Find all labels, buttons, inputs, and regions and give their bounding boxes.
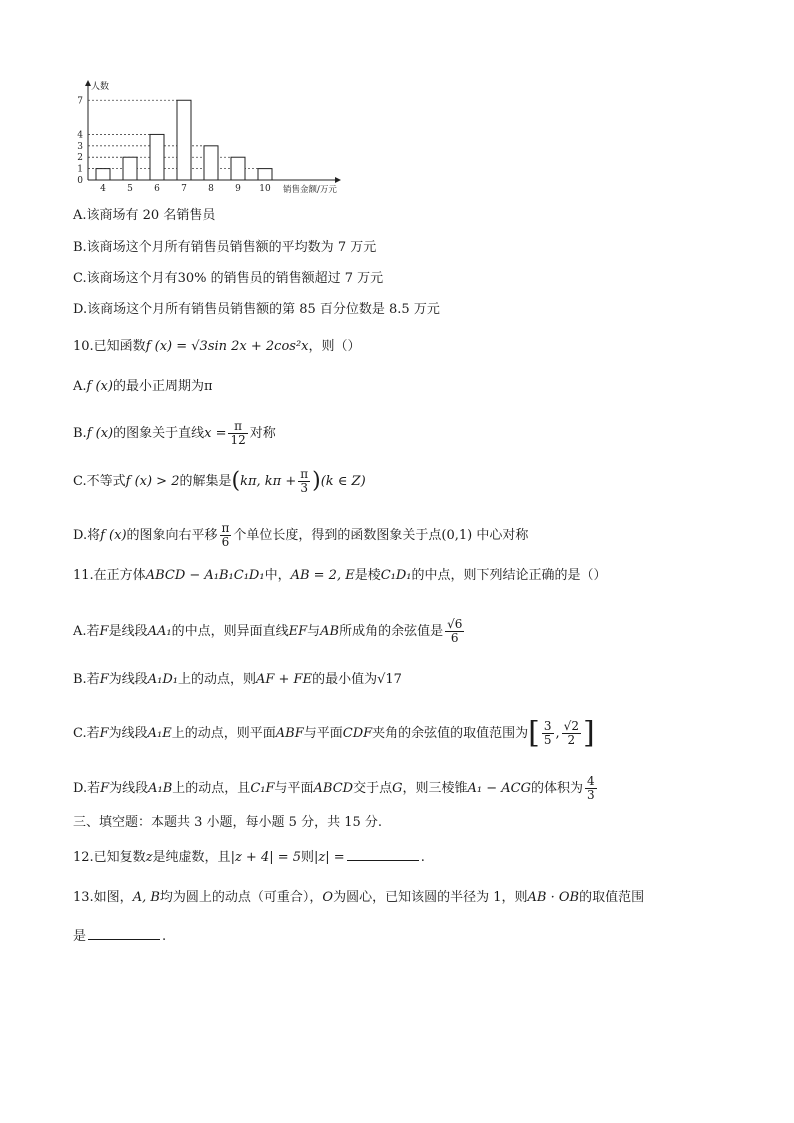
q13-d: 的取值范围 — [579, 890, 645, 905]
q11-cube: ABCD − A₁B₁C₁D₁ — [145, 568, 265, 583]
q11-c-seg: A₁E — [147, 726, 172, 741]
y-tick-label: 2 — [77, 153, 83, 164]
q10-d-tail: 个单位长度，得到的函数图象关于点(0,1) 中心对称 — [233, 528, 529, 543]
bar — [96, 169, 110, 180]
bar — [150, 134, 164, 180]
q11-c-lbracket: [ — [528, 715, 540, 751]
q12-z: z — [145, 850, 153, 865]
bar — [123, 157, 137, 180]
q10-stem-label: 10.已知函数 — [73, 339, 146, 354]
q11-cond: AB = 2, E — [290, 568, 355, 583]
q11-option-b — [73, 671, 402, 689]
q13-b: 均为圆上的动点（可重合）， — [159, 890, 323, 905]
q11-c-n2: √2 — [563, 719, 579, 733]
q11-option-c: C.若F为线段A₁E上的动点，则平面ABF与平面CDF夹角的余弦值的取值范围为[ $\frac{3}{5}$ , $\frac{√2}{2}$ ] — [73, 715, 595, 751]
x-tick-label: 6 — [154, 184, 160, 194]
q10-c-k: (k ∈ Z) — [320, 474, 366, 489]
q10-c-interval: kπ, kπ + — [240, 474, 297, 489]
x-tick-label: 10 — [259, 184, 271, 194]
q11-b-b: 为线段 — [108, 672, 148, 687]
q10-c-den: 3 — [300, 481, 308, 495]
q9-option-b: B.该商场这个月所有销售员销售额的平均数为 7 万元 — [73, 240, 377, 255]
x-tick-label: 7 — [181, 184, 187, 194]
q11-edge: C₁D₁ — [380, 568, 412, 583]
q10-b-x: x = — [204, 426, 227, 441]
y-tick-label: 4 — [77, 130, 83, 141]
q12-abs: |z| = — [314, 850, 345, 865]
y-tick-label: 3 — [77, 141, 83, 152]
q10-a-fx: f (x) — [86, 379, 113, 394]
q12-cond: |z + 4| = 5 — [230, 850, 302, 865]
q11-b-c: 上的动点，则 — [177, 672, 256, 687]
q11-c-frac2 — [562, 720, 581, 747]
q12-c: 则 — [301, 850, 315, 865]
x-tick-label: 9 — [235, 184, 241, 194]
q11-c-e: 夹角的余弦值的取值范围为 — [372, 726, 529, 741]
q10-d-text: 的图象向右平移 — [126, 528, 218, 543]
q11-a-b: 是线段 — [108, 624, 148, 639]
q10-b-fraction — [228, 420, 247, 447]
q10-option-c — [73, 468, 366, 495]
q11-stem-b: 中， — [264, 568, 291, 583]
q11-d-g: G — [392, 781, 403, 796]
q11-a-num: √6 — [447, 617, 463, 631]
q10-option-a — [73, 378, 213, 396]
q11-a-l1: EF — [288, 624, 308, 639]
q11-a-label: A.若 — [73, 624, 100, 639]
q10-c-label: C.不等式 — [73, 474, 126, 489]
q11-c-label: C.若 — [73, 726, 100, 741]
x-tick-label: 5 — [127, 184, 133, 194]
q13-o: O — [322, 890, 334, 905]
q10-b-num: π — [228, 420, 247, 434]
q10-a-label: A. — [73, 379, 87, 394]
y-tick-label: 1 — [77, 164, 83, 175]
q9-option-d: D.该商场这个月所有销售员销售额的第 85 百分位数是 8.5 万元 — [73, 302, 440, 317]
q11-b-val: √17 — [377, 672, 402, 687]
q12-answer-blank — [347, 848, 419, 861]
x-tick-label: 4 — [100, 184, 106, 194]
x-axis-label: 销售金额/万元 — [283, 185, 337, 195]
q11-b-expr: AF + FE — [255, 672, 313, 687]
q13-line2: 是 — [73, 929, 87, 944]
q11-a-den: 6 — [450, 631, 459, 645]
q10-c-rparen: ) — [312, 468, 321, 494]
q12 — [73, 848, 425, 867]
q13-line-1 — [73, 889, 644, 907]
q11-b-seg: A₁D₁ — [147, 672, 178, 687]
q10-c-lparen: ( — [231, 468, 241, 494]
q11-stem-label: 11.在正方体 — [73, 568, 146, 583]
q11-c-frac1 — [542, 720, 554, 747]
q11-c-p2: CDF — [342, 726, 373, 741]
q11-a-fraction — [445, 618, 464, 645]
y-tick-label: 0 — [77, 176, 83, 186]
q11-option-d — [73, 775, 599, 802]
q11-c-rbracket: ] — [582, 715, 595, 751]
q11-b-d: 的最小值为 — [312, 672, 378, 687]
q10-option-b — [73, 420, 276, 447]
q11-c-c: 上的动点，则平面 — [171, 726, 276, 741]
section-3-heading: 三、填空题：本题共 3 小题，每小题 5 分，共 15 分. — [73, 815, 383, 830]
bar — [258, 169, 272, 180]
q11-stem-c: 是棱 — [354, 568, 381, 583]
q11-d-c: 上的动点，且 — [172, 781, 251, 796]
q11-d-f-text: ，则三棱锥 — [402, 781, 468, 796]
q10-a-text: 的最小正周期为π — [112, 379, 213, 394]
x-tick-label: 8 — [208, 184, 214, 194]
q11-d-b: 为线段 — [109, 781, 149, 796]
q12-b: 是纯虚数，且 — [152, 850, 231, 865]
q11-d-seg: A₁B — [148, 781, 173, 796]
q13-line-2 — [73, 927, 166, 946]
q11-d-den: 3 — [587, 788, 595, 802]
q11-d-d: 与平面 — [274, 781, 314, 796]
q13-answer-blank — [88, 927, 160, 940]
q11-c-d2: 2 — [567, 733, 576, 747]
q11-d-fraction — [585, 775, 597, 802]
q13-end: . — [162, 929, 167, 944]
q10-d-fx: f (x) — [100, 528, 127, 543]
q11-a-l2: AB — [320, 624, 340, 639]
q13-a: 13.如图， — [73, 890, 133, 905]
q11-a-f: F — [99, 624, 109, 639]
q10-function: f (x) = √3sin 2x + 2cos²x — [145, 339, 309, 354]
bar — [204, 146, 218, 180]
q11-a-e: 所成角的余弦值是 — [339, 624, 444, 639]
q9-option-a: A.该商场有 20 名销售员 — [73, 208, 216, 223]
q10-b-text: 的图象关于直线 — [113, 426, 205, 441]
q11-a-c: 的中点，则异面直线 — [171, 624, 289, 639]
q13-ab: A, B — [132, 890, 160, 905]
q11-d-num: 4 — [587, 774, 595, 788]
y-axis-label: 人数 — [91, 82, 110, 92]
q10-option-d — [73, 522, 528, 549]
bar-chart-svg — [70, 80, 360, 200]
q11-option-a — [73, 618, 466, 645]
q10-b-fx: f (x) — [86, 426, 114, 441]
q13-dot: AB · OB — [527, 890, 580, 905]
q11-a-d: 与 — [307, 624, 321, 639]
q11-c-d: 与平面 — [303, 726, 343, 741]
q10-c-fraction — [298, 468, 310, 495]
q10-d-fraction — [220, 522, 232, 549]
q12-a: 12.已知复数 — [73, 850, 146, 865]
q11-d-f: F — [100, 781, 110, 796]
q11-d-e: 交于点 — [353, 781, 393, 796]
q10-c-fx: f (x) > 2 — [125, 474, 180, 489]
q11-c-f: F — [99, 726, 109, 741]
q9-option-c: C.该商场这个月有30% 的销售员的销售额超过 7 万元 — [73, 271, 384, 286]
q11-d-label: D.若 — [73, 781, 101, 796]
histogram-chart — [70, 80, 360, 200]
q11-stem — [73, 567, 607, 585]
q10-b-tail: 对称 — [249, 426, 276, 441]
q11-d-plane: ABCD — [313, 781, 354, 796]
q11-c-b: 为线段 — [108, 726, 148, 741]
y-tick-label: 7 — [77, 96, 83, 107]
q11-c-n1: 3 — [543, 719, 552, 733]
q10-stem-tail: ，则（） — [308, 339, 361, 354]
bar — [177, 100, 191, 180]
q10-b-den: 12 — [230, 433, 246, 447]
q12-d: . — [420, 850, 425, 865]
q10-c-text: 的解集是 — [179, 474, 232, 489]
q10-b-label: B. — [73, 426, 87, 441]
q10-d-den: 6 — [221, 535, 230, 549]
q10-c-num: π — [300, 467, 309, 481]
q11-b-f: F — [99, 672, 109, 687]
q10-stem — [73, 338, 361, 356]
bar — [231, 157, 245, 180]
q10-d-label: D.将 — [73, 528, 101, 543]
q11-d-line: C₁F — [250, 781, 275, 796]
x-axis-arrow — [335, 177, 341, 183]
q11-b-label: B.若 — [73, 672, 100, 687]
q11-d-g-text: 的体积为 — [530, 781, 583, 796]
q11-d-solid: A₁ − ACG — [467, 781, 531, 796]
q11-c-d1: 5 — [543, 733, 552, 747]
q11-a-seg: AA₁ — [147, 624, 172, 639]
q11-stem-d: 的中点，则下列结论正确的是（） — [411, 568, 607, 583]
q10-d-num: π — [221, 521, 230, 535]
q11-c-p1: ABF — [275, 726, 304, 741]
q13-c: 为圆心，已知该圆的半径为 1，则 — [333, 890, 528, 905]
